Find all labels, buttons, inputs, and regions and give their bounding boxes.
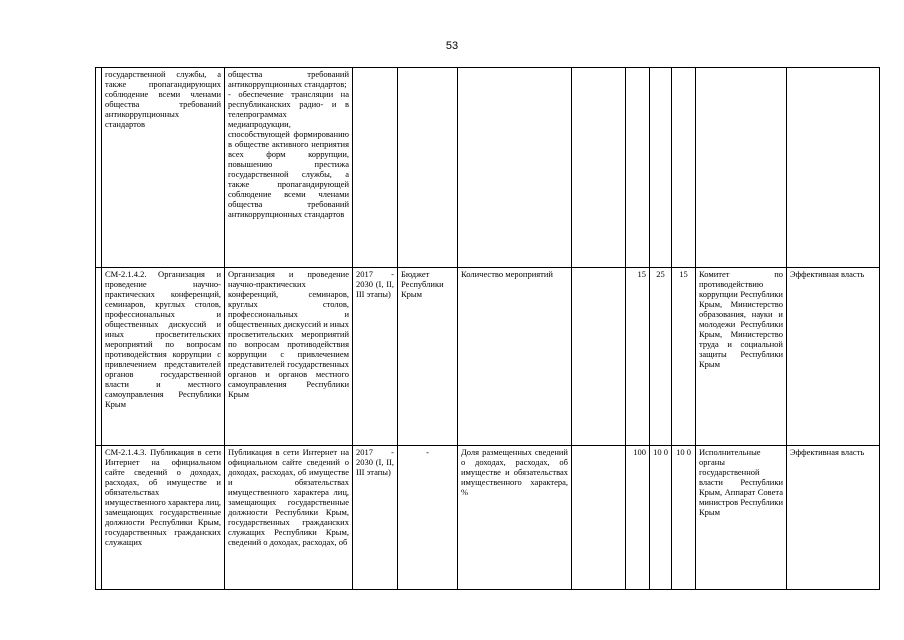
description-cell: Публикация в сети Интернет на официальном сайте сведений о доходах, расходах, об имуществе и обязательствах имущественного характера лиц, замещающих государственные должности Республики Крым, государственных гражданских служащих Республики Крым, сведений о доходах, расходах, об xyxy=(225,446,353,590)
executor-cell: Исполнительные органы государственной власти Республики Крым, Аппарат Совета министров Республики Крым xyxy=(696,446,787,590)
executor-cell xyxy=(696,68,787,268)
table-row xyxy=(96,68,880,268)
value-cell-2: 100 xyxy=(626,446,650,590)
description-cell: общества требований антикоррупционных стандартов; - обеспечение трансляции на республиканских радио- и в телепрограммах медиапродукции, способствующей формированию в обществе активного неприятия всех форм коррупции, повышению престижа государственной службы, а также пропагандирующей соблюдение всеми членами общества требований антикоррупционных стандартов xyxy=(225,68,353,268)
indicator-cell: Доля размещенных сведений о доходах, расходах, об имуществе и обязательствах имущественного характера, % xyxy=(458,446,572,590)
table-row xyxy=(96,268,880,446)
period-cell xyxy=(353,68,398,268)
value-cell-3: 10 0 xyxy=(650,446,672,590)
direction-cell: Эффективная власть xyxy=(787,446,880,590)
value-cell-4: 10 0 xyxy=(672,446,696,590)
value-cell-2 xyxy=(626,68,650,268)
program-table xyxy=(95,67,880,590)
period-cell: 2017 - 2030 (I, II, III этапы) xyxy=(353,268,398,446)
value-cell-4: 15 xyxy=(672,268,696,446)
activity-cell: государственной службы, а также пропагандирующих соблюдение всеми членами общества требований антикоррупционных стандартов xyxy=(102,68,225,268)
description-cell: Организация и проведение научно-практических конференций, семинаров, круглых столов, профессиональных и общественных дискуссий и иных просветительских мероприятий по вопросам противодействия коррупции с привлечением представителей государственных органов и органов местного самоуправления Республики Крым xyxy=(225,268,353,446)
activity-cell: СМ-2.1.4.2. Организация и проведение научно-практических конференций, семинаров, круглых столов, профессиональных и общественных дискуссий и иных просветительских мероприятий по вопросам противодействия коррупции с привлечением представителей органов государственной власти и местного самоуправления Республики Крым xyxy=(102,268,225,446)
funding-cell: - xyxy=(398,446,458,590)
table-row xyxy=(96,446,880,590)
value-cell-1 xyxy=(572,446,626,590)
direction-cell: Эффективная власть xyxy=(787,268,880,446)
value-cell-1 xyxy=(572,268,626,446)
indicator-cell: Количество мероприятий xyxy=(458,268,572,446)
funding-cell: Бюджет Республики Крым xyxy=(398,268,458,446)
value-cell-3: 25 xyxy=(650,268,672,446)
executor-cell: Комитет по противодействию коррупции Республики Крым, Министерство образования, науки и молодежи Республики Крым, Министерство труда и социальной защиты Республики Крым xyxy=(696,268,787,446)
value-cell-4 xyxy=(672,68,696,268)
direction-cell xyxy=(787,68,880,268)
indicator-cell xyxy=(458,68,572,268)
value-cell-3 xyxy=(650,68,672,268)
value-cell-2: 15 xyxy=(626,268,650,446)
page-number: 53 xyxy=(445,40,459,52)
period-cell: 2017 - 2030 (I, II, III этапы) xyxy=(353,446,398,590)
value-cell-1 xyxy=(572,68,626,268)
activity-cell: СМ-2.1.4.3. Публикация в сети Интернет на официальном сайте сведений о доходах, расходах, об имуществе и обязательствах имущественного характера лиц, замещающих государственные должности Республики Крым, государственных гражданских служащих xyxy=(102,446,225,590)
funding-cell xyxy=(398,68,458,268)
